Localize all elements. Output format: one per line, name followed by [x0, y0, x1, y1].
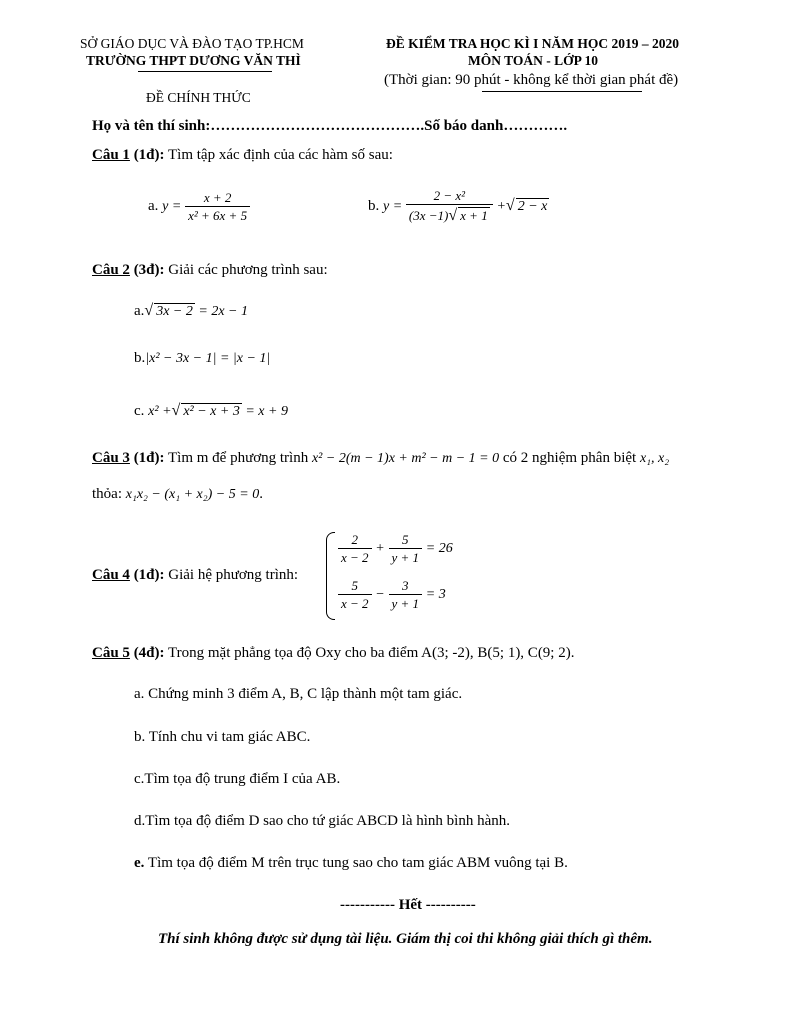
- equation-lhs: x² +: [148, 404, 172, 419]
- question-3-label: Câu 3: [92, 450, 130, 466]
- question-2c: [134, 402, 288, 420]
- denominator: x − 2: [338, 594, 372, 612]
- roots: x₁, x₂: [639, 451, 670, 466]
- official-exam-label: ĐỀ CHÍNH THỨC: [146, 90, 251, 105]
- school-name: TRƯỜNG THPT DƯƠNG VĂN THÌ: [86, 53, 301, 68]
- question-2-points: (3đ):: [129, 262, 165, 278]
- numerator: 2: [351, 532, 359, 547]
- radicand: x + 1: [460, 207, 488, 223]
- denominator: [406, 204, 493, 225]
- subject-title: MÔN TOÁN - LỚP 10: [468, 53, 599, 68]
- fraction: [338, 578, 372, 611]
- numerator: 2 − x²: [433, 188, 466, 203]
- radicand: 2 − x: [517, 198, 548, 214]
- system-row-1: [338, 532, 453, 565]
- item-label: b.: [134, 350, 146, 366]
- equation-lhs: y =: [383, 198, 403, 214]
- question-2a: [134, 302, 248, 320]
- question-5b: b. Tính chu vi tam giác ABC.: [134, 729, 311, 745]
- equation: |x² − 3x − 1| = |x − 1|: [145, 351, 271, 366]
- time-note: (Thời gian: 90 phút - không kể thời gian phát đề): [384, 72, 679, 88]
- numerator: 3: [402, 578, 409, 593]
- time-underline: [482, 91, 642, 92]
- question-4-points: (1đ):: [129, 567, 165, 583]
- question-1-label: Câu 1: [92, 147, 130, 163]
- fraction: [338, 532, 372, 565]
- equation: x² − 2(m − 1)x + m² − m − 1 = 0: [311, 451, 500, 466]
- condition-equation: x₁x₂ − (x₁ + x₂) − 5 = 0: [125, 487, 260, 502]
- denominator: y + 1: [389, 594, 423, 612]
- system-row-2: [338, 578, 446, 611]
- question-5-text: Trong mặt phẳng tọa độ Oxy cho ba điểm A(3; -2), B(5; 1), C(9; 2).: [164, 645, 575, 661]
- radicand: 3x − 2: [156, 304, 193, 319]
- footer-note: Thí sinh không được sử dụng tài liệu. Giám thị coi thi không giải thích gì thêm.: [158, 931, 653, 947]
- equation-rhs: = 3: [425, 587, 446, 603]
- operator: +: [375, 541, 385, 557]
- question-1-text: Tìm tập xác định của các hàm số sau:: [164, 147, 393, 163]
- school-underline: [138, 71, 272, 72]
- operator: −: [375, 587, 385, 603]
- question-5a: a. Chứng minh 3 điểm A, B, C lập thành một tam giác.: [134, 686, 463, 702]
- question-4-label: Câu 4: [92, 567, 130, 583]
- question-3-condition: [92, 486, 263, 503]
- question-5e: [134, 855, 568, 872]
- question-2-label: Câu 2: [92, 262, 130, 278]
- fraction: [389, 532, 423, 565]
- question-5c: c.Tìm tọa độ trung điểm I của AB.: [134, 771, 341, 787]
- question-3-points: (1đ):: [129, 450, 165, 466]
- fraction: [389, 578, 423, 611]
- condition-label: thỏa:: [92, 486, 126, 502]
- student-info-line: Họ và tên thí sinh:…………………………………….Số báo danh………….: [92, 118, 568, 134]
- exam-title: ĐỀ KIỂM TRA HỌC KÌ I NĂM HỌC 2019 – 2020: [386, 36, 680, 51]
- item-label: b.: [368, 197, 383, 214]
- denominator-factor: (3x −1): [408, 207, 449, 223]
- sqrt-icon: √: [505, 196, 515, 214]
- question-2-text: Giải các phương trình sau:: [164, 262, 328, 278]
- question-2b: [134, 350, 270, 367]
- question-1b: [368, 188, 549, 225]
- item-label: c.: [134, 403, 149, 419]
- equation-rhs: = 26: [425, 541, 453, 557]
- denominator: x² + 6x + 5: [185, 206, 250, 224]
- sqrt-icon: √: [171, 402, 181, 419]
- department-name: SỞ GIÁO DỤC VÀ ĐÀO TẠO TP.HCM: [80, 36, 304, 51]
- item-label: e.: [134, 855, 145, 871]
- question-4: [92, 567, 298, 584]
- numerator: 5: [351, 578, 359, 593]
- radicand: x² − x + 3: [183, 404, 240, 419]
- question-4-text: Giải hệ phương trình:: [164, 567, 299, 583]
- question-5d: d.Tìm tọa độ điểm D sao cho tứ giác ABCD là hình bình hành.: [134, 813, 510, 829]
- denominator: y + 1: [389, 548, 423, 566]
- denominator: x − 2: [338, 548, 372, 566]
- question-2: [92, 262, 328, 279]
- plus-sign: +: [496, 198, 506, 214]
- question-5-points: (4đ):: [129, 645, 165, 661]
- sqrt-icon: √: [448, 206, 458, 224]
- question-3-text: Tìm m để phương trình: [164, 450, 312, 466]
- fraction: [185, 190, 250, 223]
- question-3-text2: có 2 nghiệm phân biệt: [499, 450, 640, 466]
- question-5-label: Câu 5: [92, 645, 130, 661]
- item-text: Tìm tọa độ điểm M trên trục tung sao cho tam giác ABM vuông tại B.: [144, 855, 568, 871]
- numerator: x + 2: [203, 190, 232, 205]
- item-label: a.: [134, 303, 145, 319]
- end-mark: ----------- Hết ----------: [340, 897, 476, 913]
- equation-lhs: y =: [162, 199, 182, 215]
- question-5: [92, 645, 574, 662]
- numerator: 5: [402, 532, 409, 547]
- equation-rhs: = 2x − 1: [194, 304, 248, 319]
- question-1a: [148, 190, 250, 223]
- equation-rhs: = x + 9: [241, 404, 288, 419]
- question-1: [92, 147, 393, 164]
- sqrt-icon: √: [144, 302, 154, 319]
- system-brace: [326, 532, 335, 620]
- question-1-points: (1đ):: [129, 147, 165, 163]
- fraction: [406, 188, 493, 225]
- period: .: [259, 486, 263, 502]
- item-label: a.: [148, 198, 163, 215]
- question-3: [92, 450, 669, 467]
